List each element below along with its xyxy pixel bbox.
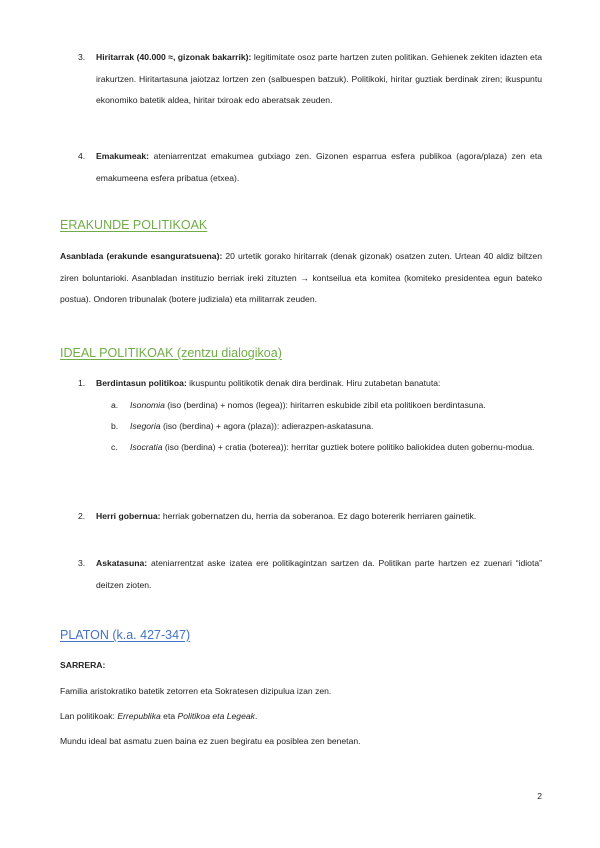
sub-item-isegoria (130, 416, 542, 438)
item-text: legitimitate osoz parte hartzen zuten politikan. Gehienek zekiten idazten eta irakurtzen. Hiritartasuna jaiotzaz lortzen zen (salbuespen batzuk). Politikoki, hiritar guztiak berdinak ziren; ikuspuntu ekonomiko batetik aldea, hiritar txiroak edo aberatsak zeuden. (96, 52, 542, 105)
paragraph-text: Mundu ideal bat asmatu zuen baina ez zuen begiratu ea posiblea zen benetan. (60, 736, 361, 746)
sub-letter: c. (111, 442, 118, 452)
sub-letter: a. (111, 400, 119, 410)
sub-text: (iso (berdina) + agora (plaza)): adierazpen-askatasuna. (160, 421, 374, 431)
term: Asanblada (erakunde esanguratsuena): (60, 251, 223, 261)
list-item-herri-gobernua (96, 506, 542, 528)
list-number: 1. (78, 378, 86, 388)
term: Emakumeak: (96, 151, 150, 161)
term: Berdintasun politikoa: (96, 378, 187, 388)
list-item-askatasuna (96, 553, 542, 596)
paragraph-asanblada (60, 246, 542, 311)
section-heading-erakunde: ERAKUNDE POLITIKOAK (60, 218, 208, 232)
list-item-emakumeak (96, 146, 542, 189)
platon-sarrera (60, 655, 542, 677)
paragraph-text: Familia aristokratiko batetik zetorren eta Sokratesen dizipulua izan zen. (60, 686, 332, 696)
sub-text: (iso (berdina) + cratia (boterea)): herritar guztiek botere politiko baliokidea duten gobernu-modua. (162, 442, 535, 452)
term: Askatasuna: (96, 558, 148, 568)
list-item-hiritarrak (96, 47, 542, 112)
text-part: . (254, 711, 258, 721)
sub-text: (iso (berdina) + nomos (legea)): hiritarren eskubide zibil eta politikoen berdintasuna. (164, 400, 486, 410)
term-italic: Isegoria (130, 421, 161, 431)
list-item-berdintasuna (96, 373, 542, 395)
list-number: 3. (78, 52, 86, 62)
sub-item-isonomia (130, 395, 542, 417)
sub-letter: b. (111, 421, 119, 431)
work-title-errepublika: Errepublika (117, 711, 161, 721)
term: Hiritarrak (40.000 ≈, gizonak bakarrik): (96, 52, 252, 62)
text-part: Lan politikoak: (60, 711, 118, 721)
list-number: 4. (78, 151, 86, 161)
list-number: 3. (78, 558, 86, 568)
work-title-politikoa: Politikoa eta Legeak (177, 711, 255, 721)
term-italic: Isocratia (130, 442, 163, 452)
text-part: eta (160, 711, 178, 721)
item-text: ateniarrentzat aske izatea ere politikagintzan sartzen da. Politikan parte hartzen ez zuenari “idiota” deitzen zioten. (96, 558, 542, 590)
platon-line-1 (60, 681, 542, 703)
section-heading-ideal: IDEAL POLITIKOAK (zentzu dialogikoa) (60, 346, 282, 360)
platon-line-3 (60, 731, 542, 753)
item-text: herriak gobernatzen du, herria da soberanoa. Ez dago botererik herriaren gainetik. (160, 511, 477, 521)
paragraph-text: 20 urtetik gorako hiritarrak (denak gizonak) osatzen zuten. Urtean 40 aldiz biltzen ziren boluntarioki. Asanbladan instituzio berriak ireki zituzten → kontseilua eta komitea (komiteko presidentea egun bateko postua). Ondoren tribunalak (botere judiziala) eta militarrak zeuden. (60, 251, 542, 304)
item-text: ikuspuntu politikotik denak dira berdinak. Hiru zutabetan banatuta: (186, 378, 441, 388)
term-italic: Isonomia (130, 400, 165, 410)
term: Herri gobernua: (96, 511, 161, 521)
platon-line-2 (60, 706, 542, 728)
list-number: 2. (78, 511, 86, 521)
section-heading-platon: PLATON (k.a. 427-347) (60, 628, 191, 642)
sub-item-isocratia (130, 437, 542, 459)
item-text: ateniarrentzat emakumea gutxiago zen. Gizonen esparrua esfera publikoa (agora/plaza) zen eta emakumeena esfera pribatua (etxea). (96, 151, 542, 183)
page-number: 2 (537, 791, 542, 801)
subheading-sarrera: SARRERA: (60, 660, 106, 670)
